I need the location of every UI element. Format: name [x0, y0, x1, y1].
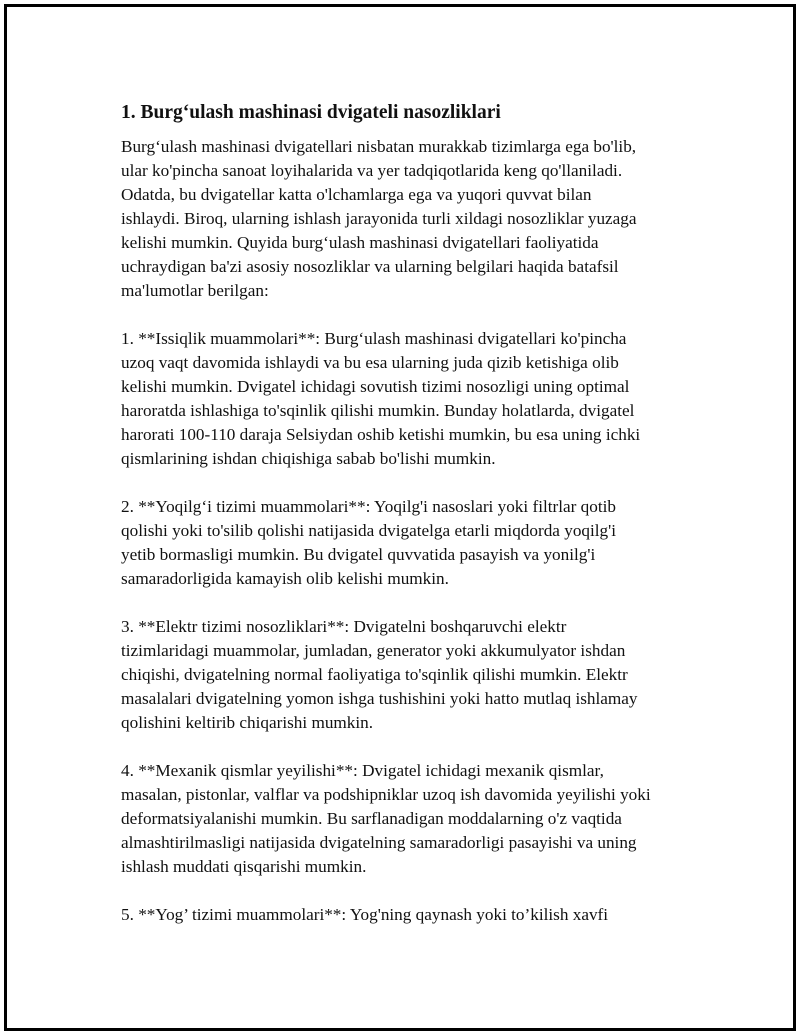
text-line: almashtirilmasligi natijasida dvigatelning samaradorligi pasayishi va uning	[121, 833, 637, 852]
page-frame	[4, 4, 796, 1031]
text-line: uzoq vaqt davomida ishlaydi va bu esa ularning juda qizib ketishiga olib	[121, 353, 619, 372]
list-item-paragraph	[121, 759, 701, 879]
text-line: kelishi mumkin. Quyida burg‘ulash mashinasi dvigatellari faoliyatida	[121, 233, 599, 252]
text-line: ishlash muddati qisqarishi mumkin.	[121, 857, 367, 876]
text-line: ular ko'pincha sanoat loyihalarida va yer tadqiqotlarida keng qo'llaniladi.	[121, 161, 623, 180]
text-line: samaradorligida kamayish olib kelishi mumkin.	[121, 569, 449, 588]
list-item-paragraph	[121, 903, 701, 927]
text-line: masalan, pistonlar, valflar va podshipniklar uzoq ish davomida yeyilishi yoki	[121, 785, 651, 804]
section-heading: 1. Burg‘ulash mashinasi dvigateli nasozliklari	[121, 102, 501, 123]
text-line: 2. **Yoqilg‘i tizimi muammolari**: Yoqilg'i nasoslari yoki filtrlar qotib	[121, 497, 617, 516]
text-line: 5. **Yog’ tizimi muammolari**: Yog'ning qaynash yoki to’kilish xavfi	[121, 905, 609, 924]
text-line: uchraydigan ba'zi asosiy nosozliklar va ularning belgilari haqida batafsil	[121, 257, 619, 276]
text-line: Burg‘ulash mashinasi dvigatellari nisbatan murakkab tizimlarga ega bo'lib,	[121, 137, 637, 156]
list-item-paragraph	[121, 495, 701, 591]
text-line: 4. **Mexanik qismlar yeyilishi**: Dvigatel ichidagi mexanik qismlar,	[121, 761, 604, 780]
text-line: Odatda, bu dvigatellar katta o'lchamlarga ega va yuqori quvvat bilan	[121, 185, 592, 204]
document-body	[121, 100, 701, 951]
text-line: qolishini keltirib chiqarishi mumkin.	[121, 713, 374, 732]
text-line: haroratda ishlashiga to'sqinlik qilishi mumkin. Bunday holatlarda, dvigatel	[121, 401, 635, 420]
text-line: tizimlaridagi muammolar, jumladan, generator yoki akkumulyator ishdan	[121, 641, 626, 660]
text-line: ishlaydi. Biroq, ularning ishlash jarayonida turli xildagi nosozliklar yuzaga	[121, 209, 637, 228]
text-line: 1. **Issiqlik muammolari**: Burg‘ulash mashinasi dvigatellari ko'pincha	[121, 329, 627, 348]
text-line: deformatsiyalanishi mumkin. Bu sarflanadigan moddalarning o'z vaqtida	[121, 809, 622, 828]
text-line: ma'lumotlar berilgan:	[121, 281, 269, 300]
text-line: kelishi mumkin. Dvigatel ichidagi sovutish tizimi nosozligi uning optimal	[121, 377, 630, 396]
text-line: yetib bormasligi mumkin. Bu dvigatel quvvatida pasayish va yonilg'i	[121, 545, 596, 564]
intro-paragraph	[121, 135, 701, 303]
text-line: qolishi yoki to'silib qolishi natijasida dvigatelga etarli miqdorda yoqilg'i	[121, 521, 617, 540]
text-line: harorati 100-110 daraja Selsiydan oshib ketishi mumkin, bu esa uning ichki	[121, 425, 641, 444]
text-line: qismlarining ishdan chiqishiga sabab bo'lishi mumkin.	[121, 449, 496, 468]
text-line: 3. **Elektr tizimi nosozliklari**: Dvigatelni boshqaruvchi elektr	[121, 617, 567, 636]
list-item-paragraph	[121, 615, 701, 735]
text-line: chiqishi, dvigatelning normal faoliyatiga to'sqinlik qilishi mumkin. Elektr	[121, 665, 628, 684]
list-item-paragraph	[121, 327, 701, 471]
text-line: masalalari dvigatelning yomon ishga tushishini yoki hatto mutlaq ishlamay	[121, 689, 638, 708]
